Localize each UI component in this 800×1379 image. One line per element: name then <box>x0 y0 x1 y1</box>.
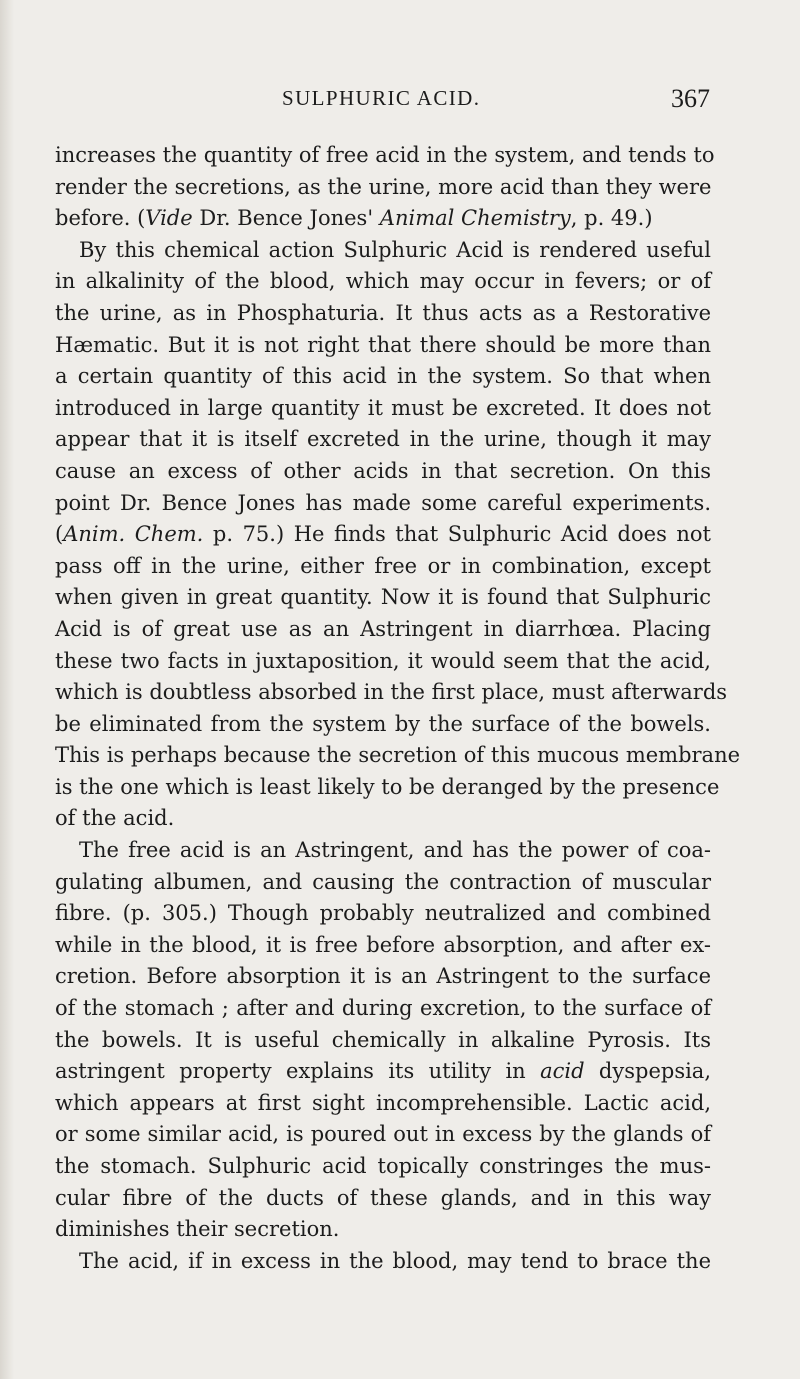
text-line: a certain quantity of this acid in the system. So that when <box>55 364 711 389</box>
paragraph-start-line: The acid, if in excess in the blood, may tend to brace the <box>79 1248 711 1273</box>
text-line: is the one which is least likely to be deranged by the presence <box>55 774 720 799</box>
text-line: (Anim. Chem. p. 75.) He finds that Sulphuric Acid does not <box>55 522 711 547</box>
text-line: which appears at first sight incomprehensible. Lactic acid, <box>55 1090 711 1115</box>
text-line: gulating albumen, and causing the contraction of muscular <box>55 869 711 894</box>
text-line: the bowels. It is useful chemically in alkaline Pyrosis. Its <box>55 1027 711 1052</box>
text-line: increases the quantity of free acid in the system, and tends to <box>55 143 715 167</box>
text-line: cular fibre of the ducts of these glands, and in this way <box>55 1185 711 1210</box>
page-number: 367 <box>671 84 710 113</box>
text-line: diminishes their secretion. <box>55 1217 340 1242</box>
text-line: the urine, as in Phosphaturia. It thus acts as a Restorative <box>55 300 711 325</box>
text-line: render the secretions, as the urine, more acid than they were <box>55 174 712 199</box>
page-header <box>0 86 800 116</box>
text-line: of the stomach ; after and during excretion, to the surface of <box>55 996 711 1021</box>
text-line: which is doubtless absorbed in the first place, must afterwards <box>55 680 728 705</box>
text-line: This is perhaps because the secretion of this mucous membrane <box>55 743 741 768</box>
text-line: fibre. (p. 305.) Though probably neutralized and combined <box>55 901 711 926</box>
paragraph-start-line: The free acid is an Astringent, and has the power of coa- <box>79 838 711 863</box>
text-line: introduced in large quantity it must be excreted. It does not <box>55 395 711 420</box>
text-line: cause an excess of other acids in that secretion. On this <box>55 458 711 483</box>
text-line: or some similar acid, is poured out in excess by the glands of <box>55 1122 711 1147</box>
text-line: Acid is of great use as an Astringent in diarrhœa. Placing <box>55 616 711 641</box>
text-line: be eliminated from the system by the surface of the bowels. <box>55 711 711 736</box>
body-text <box>55 140 741 1277</box>
text-line: when given in great quantity. Now it is found that Sulphuric <box>55 585 711 610</box>
text-line: pass off in the urine, either free or in combination, except <box>55 553 711 578</box>
running-head: SULPHURIC ACID. <box>282 86 481 110</box>
text-line: of the acid. <box>55 806 175 831</box>
text-line: these two facts in juxtaposition, it would seem that the acid, <box>55 648 711 673</box>
text-line: in alkalinity of the blood, which may occur in fevers; or of <box>55 269 711 294</box>
text-line: while in the blood, it is free before absorption, and after ex- <box>55 932 711 957</box>
gutter-shadow <box>0 0 14 1379</box>
text-line: point Dr. Bence Jones has made some careful experiments. <box>55 490 711 515</box>
text-line: before. (Vide Dr. Bence Jones' Animal Chemistry, p. 49.) <box>55 206 653 231</box>
text-line: cretion. Before absorption it is an Astringent to the surface <box>55 964 711 989</box>
paragraph-start-line: By this chemical action Sulphuric Acid is rendered useful <box>79 237 711 262</box>
text-line: Hæmatic. But it is not right that there should be more than <box>55 332 711 357</box>
text-line: appear that it is itself excreted in the urine, though it may <box>55 427 711 452</box>
text-line: the stomach. Sulphuric acid topically constringes the mus- <box>55 1154 711 1178</box>
text-line: astringent property explains its utility in acid dyspepsia, <box>55 1059 712 1084</box>
